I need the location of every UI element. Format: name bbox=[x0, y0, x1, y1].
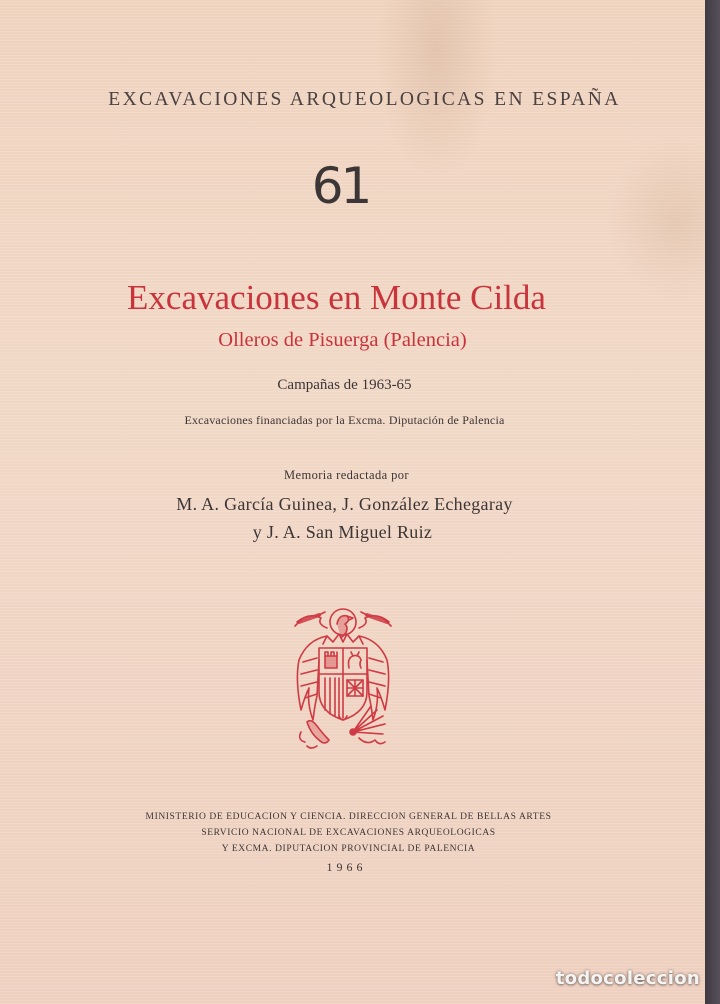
publisher-line-2: SERVICIO NACIONAL DE EXCAVACIONES ARQUEOLOGICAS bbox=[201, 828, 496, 838]
book-title: Excavaciones en Monte Cilda bbox=[127, 278, 546, 317]
watermark-logo: todocoleccion bbox=[555, 968, 700, 989]
volume-number: 61 bbox=[311, 157, 370, 215]
coat-of-arms-icon bbox=[287, 600, 399, 750]
memoria-label: Memoria redactada por bbox=[283, 468, 409, 482]
series-title: EXCAVACIONES ARQUEOLOGICAS EN ESPAÑA bbox=[108, 89, 621, 110]
publisher-line-3: Y EXCMA. DIPUTACION PROVINCIAL DE PALENCIA bbox=[221, 844, 476, 854]
campaigns-text: Campañas de 1963-65 bbox=[277, 377, 412, 393]
authors-line-1: M. A. García Guinea, J. González Echegaray bbox=[176, 494, 513, 514]
book-subtitle: Olleros de Pisuerga (Palencia) bbox=[218, 329, 467, 351]
book-edge-shadow bbox=[705, 0, 720, 1004]
authors-line-2: y J. A. San Miguel Ruiz bbox=[252, 522, 433, 542]
publisher-line-1: MINISTERIO DE EDUCACION Y CIENCIA. DIRECCION GENERAL DE BELLAS ARTES bbox=[145, 812, 552, 822]
funding-note: Excavaciones financiadas por la Excma. Diputación de Palencia bbox=[184, 413, 505, 427]
publication-year: 1966 bbox=[326, 860, 367, 874]
publisher-block bbox=[0, 809, 701, 857]
